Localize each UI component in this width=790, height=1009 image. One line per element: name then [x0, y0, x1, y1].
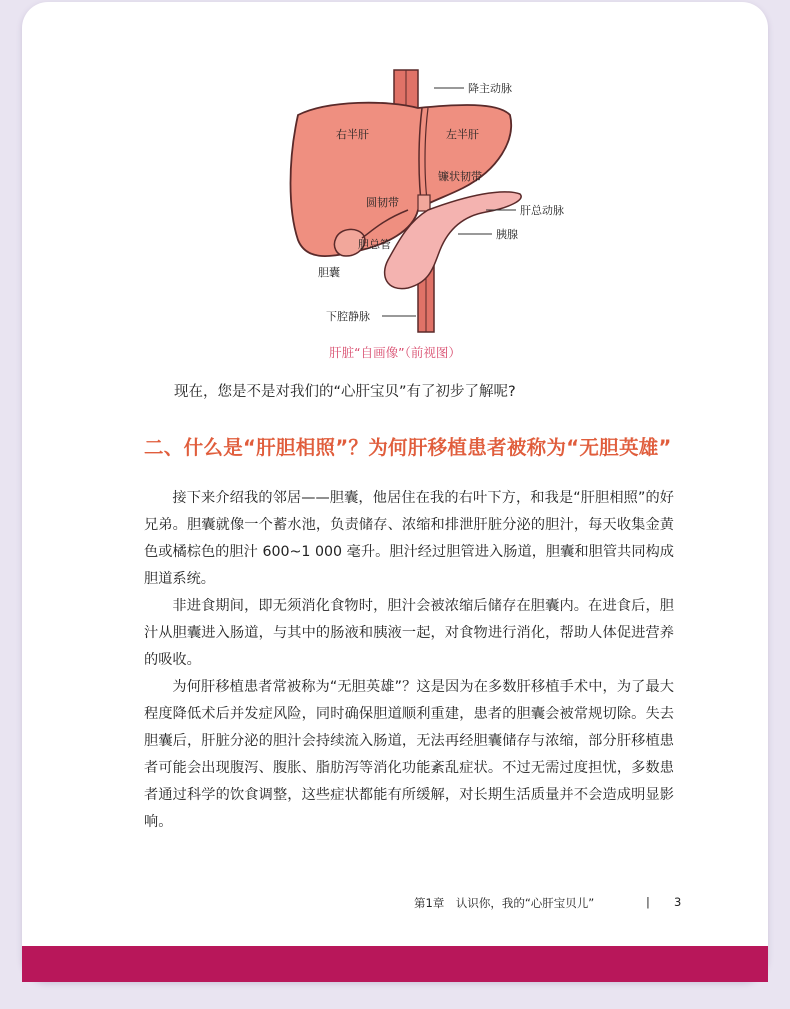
- intro-sentence: 现在，您是不是对我们的“心肝宝贝”有了初步了解呢?: [174, 384, 516, 400]
- footer-separator: |: [646, 895, 650, 909]
- paragraph-1: 接下来介绍我的邻居——胆囊，他居住在我的右叶下方，和我是“肝胆相照”的好兄弟。胆囊就像一个蓄水池，负责储存、浓缩和排泄肝脏分泌的胆汁，每天收集金黄色或橘棕色的胆汁 600~1 000 毫升。胆汁经过胆管进入肠道，胆囊和胆管共同构成胆道系统。: [144, 490, 674, 587]
- label-gallbladder: 胆囊: [318, 266, 340, 279]
- paragraph-2: 非进食期间，即无须消化食物时，胆汁会被浓缩后储存在胆囊内。在进食后，胆汁从胆囊进入肠道，与其中的肠液和胰液一起，对食物进行消化，帮助人体促进营养的吸收。: [144, 598, 674, 668]
- page-number: 3: [674, 895, 682, 909]
- figure-caption: 肝脏“自画像”（前视图）: [329, 345, 461, 360]
- paragraph-3: 为何肝移植患者常被称为“无胆英雄”？这是因为在多数肝移植手术中，为了最大程度降低术后并发症风险，同时确保胆道顺利重建，患者的胆囊会被常规切除。失去胆囊后，肝脏分泌的胆汁会持续流入肠道，无法再经胆囊储存与浓缩，部分肝移植患者可能会出现腹泻、腹胀、脂肪泻等消化功能紊乱症状。不过无需过度担忧，多数患者通过科学的饮食调整，这些症状都能有所缓解，对长期生活质量并不会造成明显影响。: [144, 679, 674, 830]
- liver-illustration: [258, 70, 564, 335]
- label-left-lobe: 左半肝: [446, 128, 479, 141]
- label-common-hepatic-artery: 肝总动脉: [520, 204, 564, 217]
- label-inferior-vena-cava: 下腔静脉: [326, 310, 370, 323]
- label-aorta: 降主动脉: [468, 82, 512, 95]
- liver-diagram: [258, 70, 564, 335]
- label-falciform-ligament: 镰状韧带: [438, 170, 482, 183]
- section-heading: 二、什么是“肝胆相照”？为何肝移植患者被称为“无胆英雄”: [144, 436, 672, 459]
- label-pancreas: 胰腺: [496, 228, 518, 241]
- label-right-lobe: 右半肝: [336, 128, 369, 141]
- label-common-bile-duct: 胆总管: [358, 238, 391, 251]
- label-round-ligament: 圆韧带: [366, 196, 399, 209]
- bottom-color-band: [22, 946, 768, 982]
- footer-chapter-title: 第1章 认识你，我的“心肝宝贝儿”: [414, 896, 595, 910]
- body-text: [144, 485, 674, 836]
- book-page: [22, 2, 768, 982]
